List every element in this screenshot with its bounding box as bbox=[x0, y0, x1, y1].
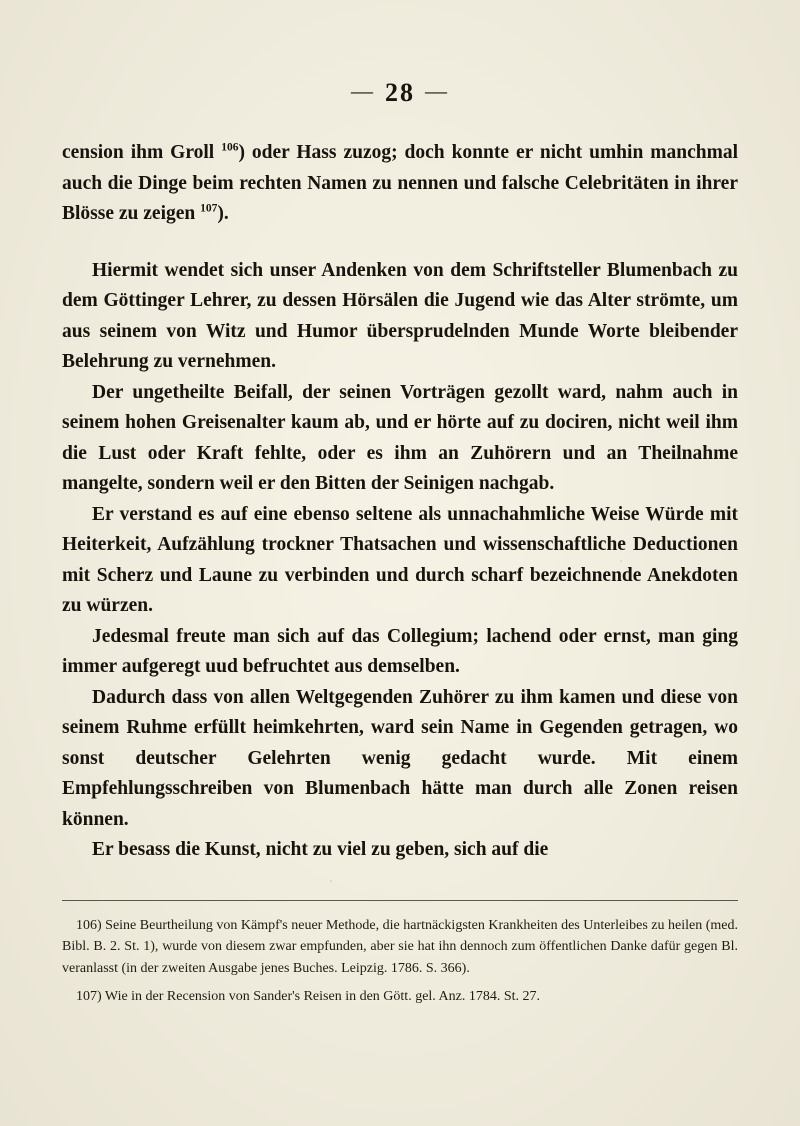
paragraph-5: Jedesmal freute man sich auf das Collegium; lachend oder ernst, man ging immer aufgeregt uud befruchtet aus demselben. bbox=[62, 625, 738, 677]
paragraph-1: cension ihm Groll $^{106}$) oder Hass zuzog; doch konnte er nicht umhin manchmal auch die Dinge beim rechten Namen zu nennen und falsche Celebritäten in ihrer Blösse zu zeigen $^{107}$). bbox=[62, 141, 738, 224]
paragraph-6: Dadurch dass von allen Weltgegenden Zuhörer zu ihm kamen und diese von seinem Ruhme erfüllt heimkehrten, ward sein Name in Gegenden getragen, wo sonst deutscher Gelehrten wenig gedacht wurde. Mit einem Empfehlungsschreiben von Blumenbach hätte man durch alle Zonen reisen können. bbox=[62, 686, 738, 830]
footnotes bbox=[62, 915, 738, 1008]
body-text bbox=[62, 138, 738, 866]
dash-left-ornament: — bbox=[351, 78, 375, 103]
paper-speck bbox=[150, 300, 152, 302]
page-number: 28 bbox=[385, 78, 415, 107]
paragraph-3: Der ungetheilte Beifall, der seinen Vorträgen gezollt ward, nahm auch in seinem hohen Greisenalter kaum ab, und er hörte auf zu dociren, nicht weil ihm die Lust oder Kraft fehlte, oder es ihm an Zuhörern und an Theilnahme mangelte, sondern weil er den Bitten der Seinigen nachgab. bbox=[62, 381, 738, 494]
footnote-separator bbox=[62, 900, 738, 901]
page-header bbox=[62, 78, 738, 108]
paragraph-4: Er verstand es auf eine ebenso seltene als unnachahmliche Weise Würde mit Heiterkeit, Aufzählung trockner Thatsachen und wissenschaftliche Deductionen mit Scherz und Laune zu verbinden und durch scharf bezeichnende Anekdoten zu würzen. bbox=[62, 503, 738, 616]
paper-speck bbox=[330, 880, 332, 882]
footnote-106: 106) Seine Beurtheilung von Kämpf's neuer Methode, die hartnäckigsten Krankheiten des Unterleibes zu heilen (med. Bibl. B. 2. St. 1), wurde von diesem zwar empfunden, aber sie hat ihn dennoch zum öffentlichen Danke dafür gegen Bl. veranlasst (in der zweiten Ausgabe jenes Buches. Leipzig. 1786. S. 366). bbox=[62, 917, 738, 976]
paragraph-7: Er besass die Kunst, nicht zu viel zu geben, sich auf die bbox=[92, 839, 549, 860]
footnote-107: 107) Wie in der Recension von Sander's Reisen in den Gött. gel. Anz. 1784. St. 27. bbox=[76, 989, 541, 1004]
paragraph-2: Hiermit wendet sich unser Andenken von dem Schriftsteller Blumenbach zu dem Göttinger Lehrer, zu dessen Hörsälen die Jugend wie das Alter strömte, um aus seinem von Witz und Humor übersprudelnden Munde Worte bleibender Belehrung zu vernehmen. bbox=[62, 259, 738, 372]
dash-right-ornament: — bbox=[425, 78, 449, 103]
paper-speck bbox=[620, 560, 622, 562]
